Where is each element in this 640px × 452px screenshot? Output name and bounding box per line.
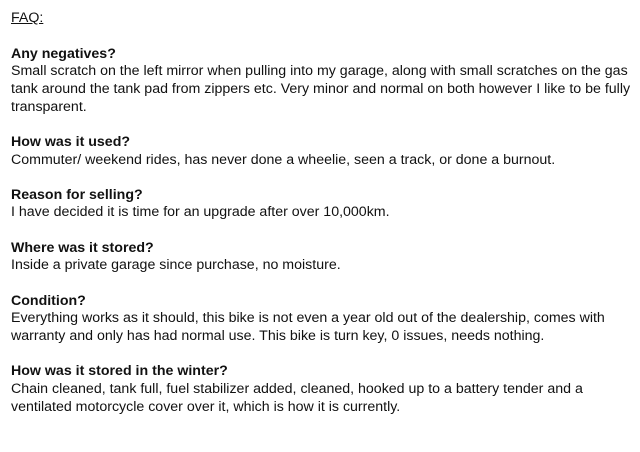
faq-item-usage <box>11 134 634 169</box>
faq-item-negatives <box>11 46 634 117</box>
faq-answer: Chain cleaned, tank full, fuel stabilizer added, cleaned, hooked up to a battery tender and a ventilated motorcycle cover over it, which is how it is currently. <box>11 380 583 415</box>
faq-question: Reason for selling? <box>11 186 143 203</box>
faq-item-condition <box>11 293 634 346</box>
faq-item-reason-for-selling <box>11 187 634 222</box>
faq-answer: Everything works as it should, this bike is not even a year old out of the dealership, comes with warranty and only has had normal use. This bike is turn key, 0 issues, needs nothing. <box>11 310 605 344</box>
faq-question: Where was it stored? <box>11 239 154 256</box>
faq-question: How was it used? <box>11 133 131 150</box>
faq-item-winter-storage <box>11 363 634 416</box>
faq-answer: Commuter/ weekend rides, has never done a wheelie, seen a track, or done a burnout. <box>11 151 556 168</box>
faq-heading: FAQ: <box>11 10 44 26</box>
faq-answer: Inside a private garage since purchase, no moisture. <box>11 257 341 274</box>
faq-question: How was it stored in the winter? <box>11 363 228 380</box>
faq-question: Any negatives? <box>11 45 116 62</box>
faq-answer: I have decided it is time for an upgrade after over 10,000km. <box>11 204 390 221</box>
faq-answer: Small scratch on the left mirror when pulling into my garage, along with small scratches on the gas tank around the tank pad from zippers etc. Very minor and normal on both however I like to be fully transparent. <box>11 63 631 115</box>
faq-question: Condition? <box>11 292 86 309</box>
faq-item-storage <box>11 240 634 275</box>
